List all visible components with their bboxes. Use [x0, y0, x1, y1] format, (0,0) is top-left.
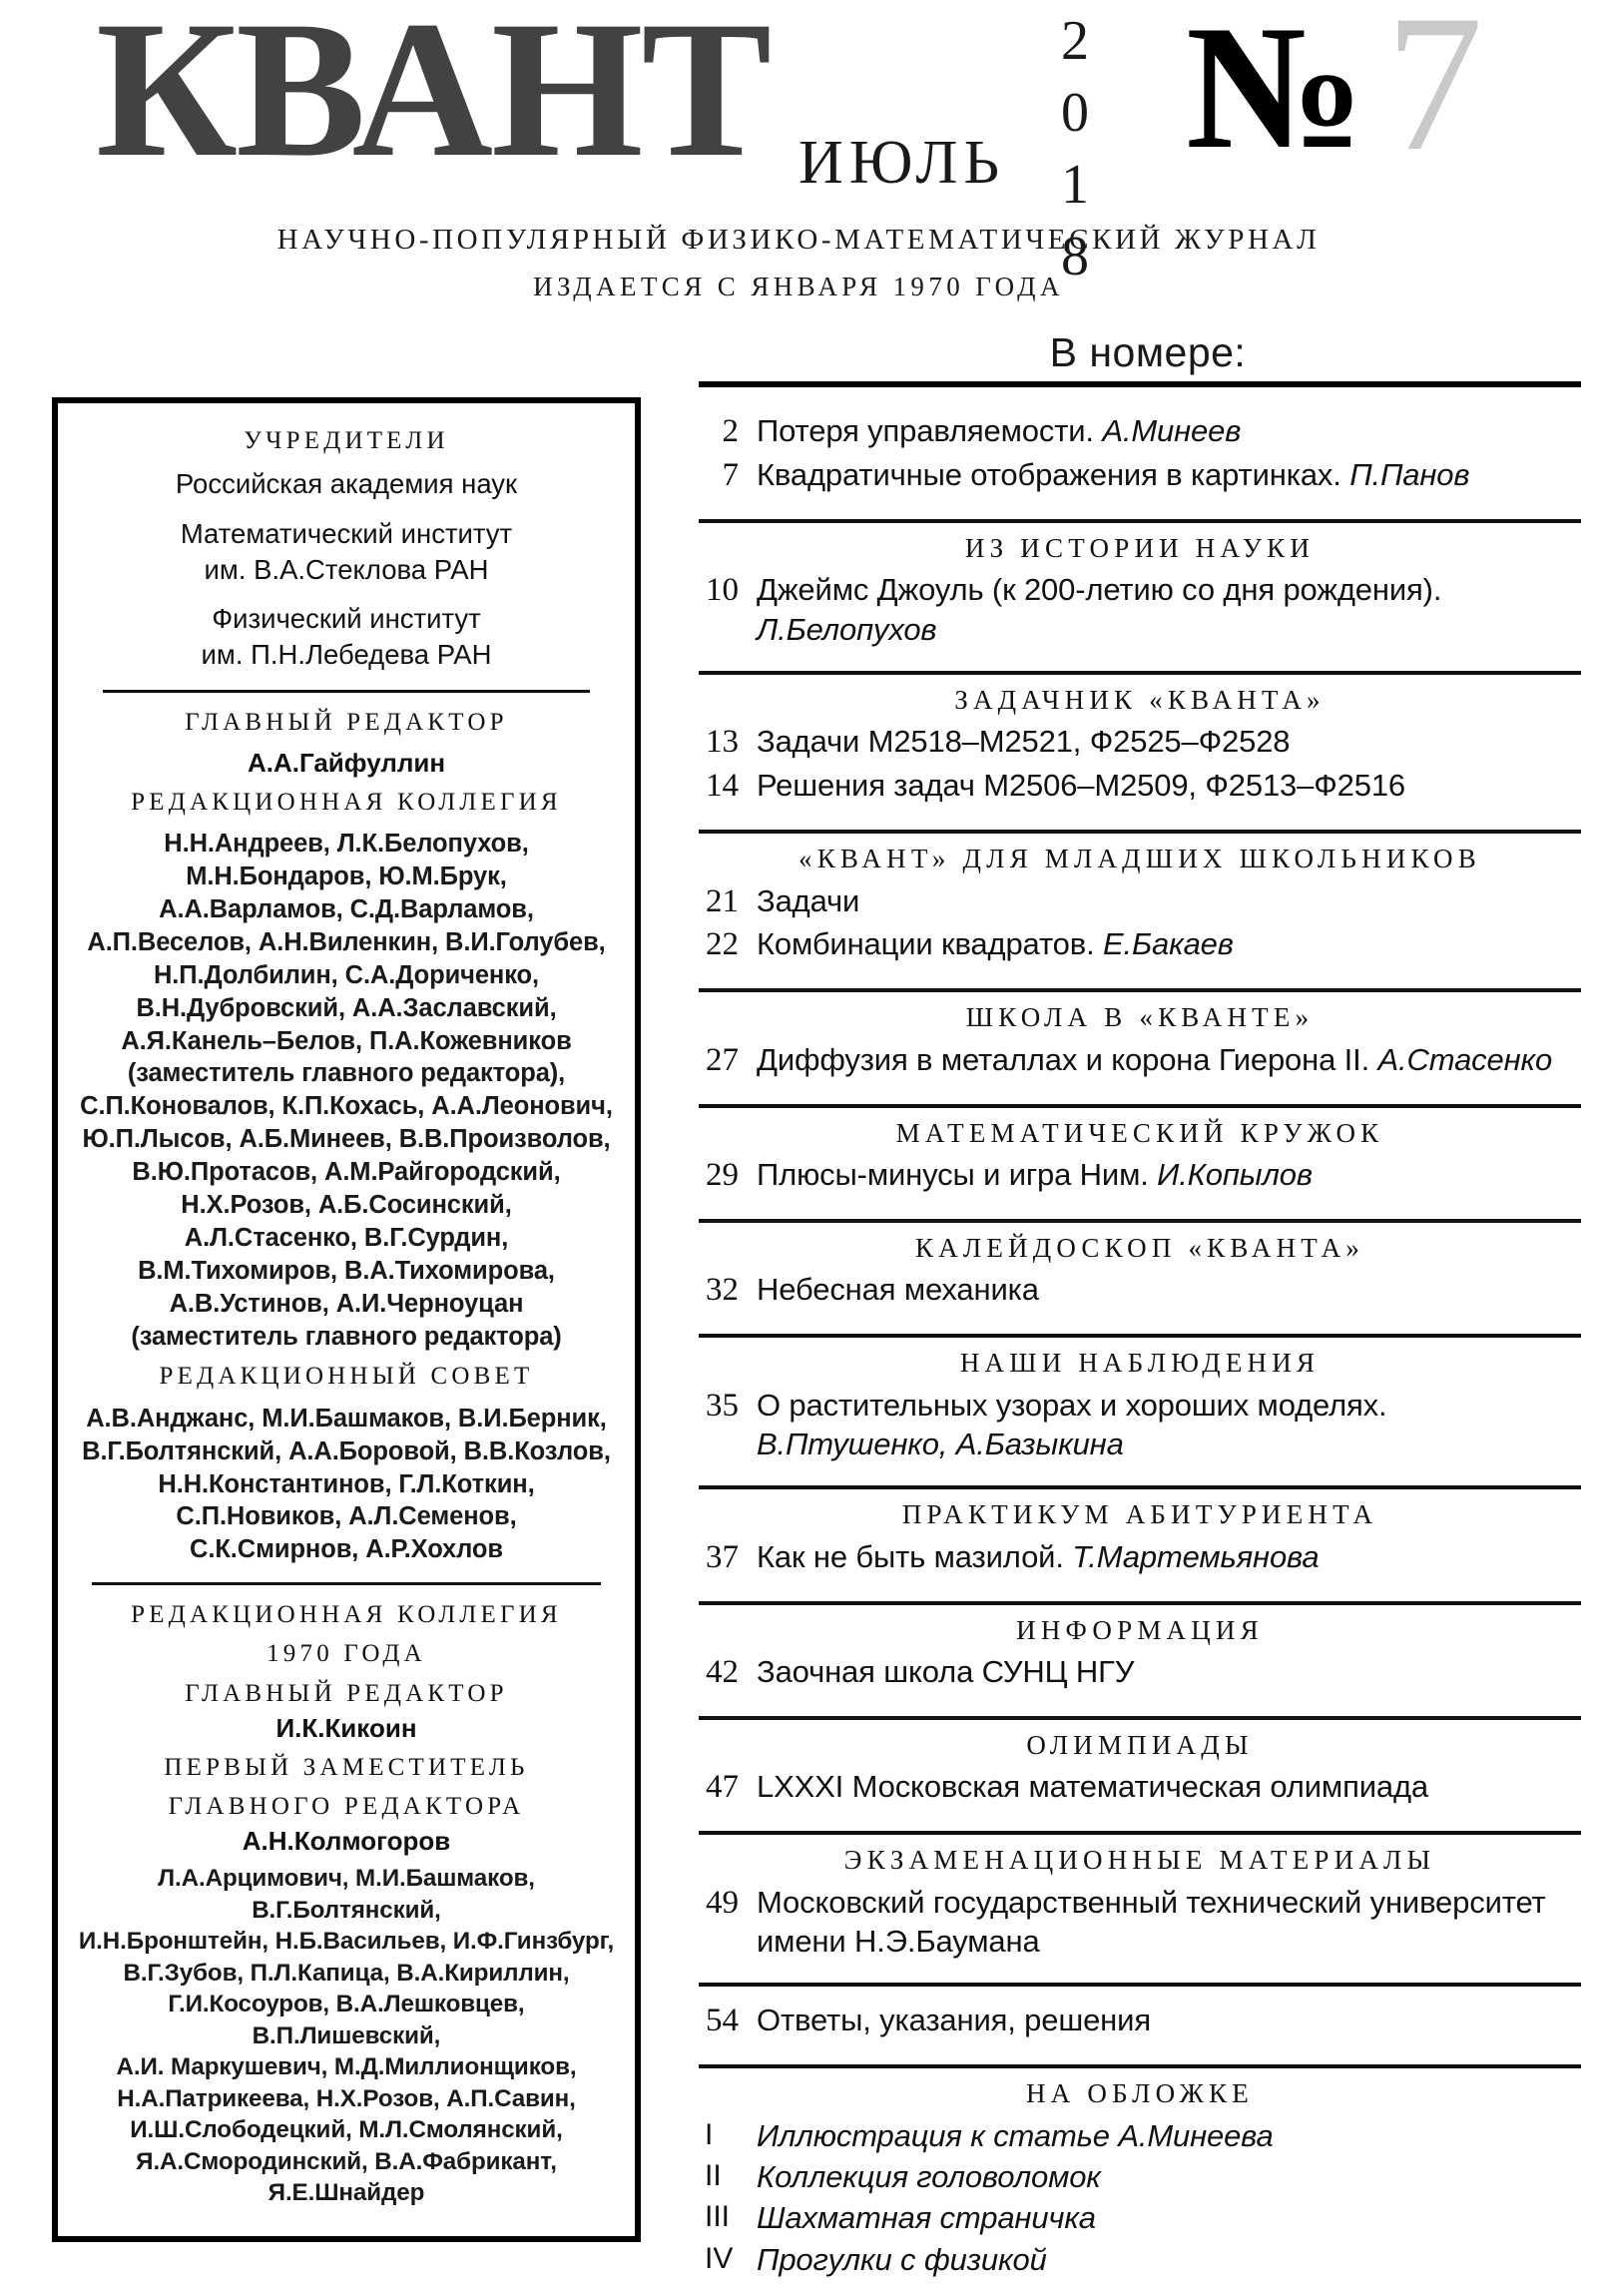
toc-gap — [699, 1695, 1581, 1708]
toc-gap — [699, 1464, 1581, 1477]
toc-entry-page: 14 — [706, 768, 739, 805]
board-1970-heading-line2: 1970 ГОДА — [266, 1640, 426, 1668]
toc-gap — [699, 498, 1581, 511]
toc-entry-author: Е.Бакаев — [1103, 926, 1234, 962]
cover-entry-page: II — [705, 2158, 722, 2192]
chief-1970-name: И.К.Кикоин — [275, 1712, 417, 1743]
toc-gap — [699, 1580, 1581, 1593]
editorial-board-heading: РЕДАКЦИОННАЯ КОЛЛЕГИЯ — [131, 788, 562, 816]
founder-item: Российская академия наук — [175, 468, 518, 500]
deputy-1970-heading-line2: ГЛАВНОГО РЕДАКТОРА — [168, 1793, 525, 1821]
toc-entry[interactable] — [699, 410, 1581, 454]
toc-entry-title: Плюсы-минусы и игра Ним. И.Копылов — [757, 1157, 1313, 1193]
cover-entry[interactable] — [699, 2239, 1581, 2280]
toc-entry-page: 29 — [706, 1157, 739, 1194]
magazine-subtitle: НАУЧНО-ПОПУЛЯРНЫЙ ФИЗИКО-МАТЕМАТИЧЕСКИЙ ЖУРНАЛ — [276, 224, 1321, 256]
toc-category-heading: ЭКЗАМЕНАЦИОННЫЕ МАТЕРИАЛЫ — [843, 1845, 1436, 1876]
cover-heading: НА ОБЛОЖКЕ — [1026, 2078, 1254, 2109]
toc-category-heading: ЗАДАЧНИК «КВАНТА» — [954, 684, 1326, 715]
toc-entry-author: Л.Белопухов — [757, 611, 937, 647]
toc-gap — [699, 1810, 1581, 1823]
founder-item: Математический институт им. В.А.Стеклова РАН — [180, 517, 513, 585]
founder-item: Физический институт им. П.Н.Лебедева РАН — [201, 603, 492, 671]
toc-entry-page: 21 — [706, 882, 739, 919]
magazine-since-line: ИЗДАЕТСЯ С ЯНВАРЯ 1970 ГОДА — [533, 272, 1064, 301]
imprint-divider-1970 — [92, 1582, 600, 1585]
toc-entry[interactable] — [699, 1536, 1581, 1580]
toc-entry-title: Небесная механика — [757, 1272, 1039, 1308]
toc-entry-page: 54 — [706, 2003, 739, 2039]
toc-gap — [699, 1198, 1581, 1211]
toc-entry[interactable] — [699, 1766, 1581, 1810]
toc-entry-author: В.Птушенко, А.Базыкина — [757, 1426, 1124, 1461]
toc-gap — [699, 1313, 1581, 1326]
toc-gap — [699, 809, 1581, 822]
toc-entry-title: Комбинации квадратов. Е.Бакаев — [757, 926, 1234, 962]
cover-entry-page: I — [705, 2117, 714, 2151]
toc-entry-title: Московский государственный технический университет имени Н.Э.Баумана — [757, 1884, 1546, 1959]
deputy-1970-heading-line1: ПЕРВЫЙ ЗАМЕСТИТЕЛЬ — [164, 1753, 529, 1781]
cover-entry[interactable] — [699, 2115, 1581, 2156]
imprint-inner — [76, 425, 617, 2208]
imprint-divider — [103, 690, 590, 693]
toc-entry-author: Т.Мартемьянова — [1072, 1538, 1320, 1574]
toc-entry[interactable] — [699, 1269, 1581, 1313]
toc-gap — [699, 650, 1581, 663]
toc-entry[interactable] — [699, 923, 1581, 967]
toc-entry[interactable] — [699, 721, 1581, 765]
toc-entry[interactable] — [699, 2000, 1581, 2043]
editor-in-chief-name: А.А.Гайфуллин — [247, 747, 446, 778]
toc-category-heading: ПРАКТИКУМ АБИТУРИЕНТА — [901, 1499, 1378, 1530]
toc-entry-page: 42 — [706, 1654, 739, 1691]
toc-entry-author: И.Копылов — [1157, 1157, 1313, 1193]
editorial-council-names: А.В.Анджанс, М.И.Башмаков, В.И.Берник, В.Г.Болтянский, А.А.Боровой, В.В.Козлов, Н.Н.Константинов, Г.Л.Коткин, С.П.Новиков, А.Л.Семенов, С.К.Смирнов, А.Р.Хохлов — [82, 1404, 611, 1564]
founders-heading: УЧРЕДИТЕЛИ — [244, 427, 449, 454]
toc-entry[interactable] — [699, 880, 1581, 924]
toc-entry[interactable] — [699, 1882, 1581, 1963]
toc-gap — [699, 1987, 1581, 2000]
table-of-contents — [699, 397, 1581, 2280]
cover-entry[interactable] — [699, 2197, 1581, 2238]
toc-entry[interactable] — [699, 1385, 1581, 1465]
toc-entry-page: 13 — [706, 724, 739, 761]
number-sign-glyph: № — [1186, 0, 1364, 186]
toc-entry-author: А.Стасенко — [1377, 1041, 1553, 1077]
toc-category-heading: ШКОЛА В «КВАНТЕ» — [965, 1002, 1315, 1033]
editorial-council-heading: РЕДАКЦИОННЫЙ СОВЕТ — [159, 1363, 534, 1391]
cover-entry-title: Иллюстрация к статье А.Минеева — [757, 2117, 1274, 2153]
cover-entry-page: IV — [705, 2241, 734, 2275]
toc-category-heading: НАШИ НАБЛЮДЕНИЯ — [959, 1348, 1321, 1379]
contents-top-divider — [699, 381, 1581, 387]
toc-gap — [699, 967, 1581, 980]
toc-entry[interactable] — [699, 1154, 1581, 1198]
toc-entry-page: 49 — [706, 1884, 739, 1921]
toc-gap — [699, 2043, 1581, 2056]
toc-category-heading: МАТЕМАТИЧЕСКИЙ КРУЖОК — [895, 1117, 1384, 1148]
toc-gap — [699, 1962, 1581, 1975]
toc-entry-title: Джеймс Джоуль (к 200-летию со дня рождения). Л.Белопухов — [757, 572, 1442, 647]
toc-entry-title: Как не быть мазилой. Т.Мартемьянова — [757, 1538, 1320, 1574]
issue-year: 2018 — [1044, 10, 1106, 297]
toc-entry-author: А.Минеев — [1102, 413, 1242, 448]
toc-category-heading: «КВАНТ» ДЛЯ МЛАДШИХ ШКОЛЬНИКОВ — [798, 844, 1481, 874]
chief-1970-heading: ГЛАВНЫЙ РЕДАКТОР — [185, 1679, 508, 1707]
imprint-box — [52, 397, 641, 2242]
contents-heading: В номере: — [1049, 329, 1247, 375]
editorial-board-names: Н.Н.Андреев, Л.К.Белопухов, М.Н.Бондаров, Ю.М.Брук, А.А.Варламов, С.Д.Варламов, А.П.Веселов, А.Н.Виленкин, В.И.Голубев, Н.П.Долбилин, С.А.Дориченко, В.Н.Дубровский, А.А.Заславский, А.Я.Канель–Белов, П.А.Кожевников (заместитель главного редактора), С.П.Коновалов, К.П.Кохась, А.А.Леонович, Ю.П.Лысов, А.Б.Минеев, В.В.Произволов, В.Ю.Протасов, А.М.Райгородский, Н.Х.Розов, А.Б.Сосинский, А.Л.Стасенко, В.Г.Сурдин, В.М.Тихомиров, В.А.Тихомирова, А.В.Устинов, А.И.Черноуцан (заместитель главного редактора) — [80, 830, 613, 1351]
board-1970-members: Л.А.Арцимович, М.И.Башмаков, В.Г.Болтянский, И.Н.Бронштейн, Н.Б.Васильев, И.Ф.Гинзбург, В.Г.Зубов, П.Л.Капица, В.А.Кириллин, Г.И.Косоуров, В.А.Лешковцев, В.П.Лишевский, А.И. Маркушевич, М.Д.Миллионщиков, Н.А.Патрикеева, Н.Х.Розов, А.П.Савин, И.Ш.Слободецкий, М.Л.Смолянский, Я.А.Смородинский, В.А.Фабрикант, Я.Е.Шнайдер — [78, 1865, 615, 2206]
toc-top-gap — [699, 397, 1581, 410]
toc-entry[interactable] — [699, 1651, 1581, 1695]
toc-entry[interactable] — [699, 454, 1581, 498]
toc-entry-page: 7 — [722, 456, 739, 493]
cover-entry-title: Прогулки с физикой — [757, 2241, 1047, 2277]
toc-body — [699, 410, 1581, 2280]
toc-entry-page: 37 — [706, 1538, 739, 1575]
toc-entry-title: Задачи — [757, 882, 860, 918]
toc-entry-title: LXXXI Московская математическая олимпиада — [757, 1769, 1428, 1805]
toc-category-heading: ИЗ ИСТОРИИ НАУКИ — [964, 532, 1316, 563]
masthead — [0, 0, 1597, 329]
toc-entry-author: П.Панов — [1349, 456, 1470, 492]
toc-entry-page: 2 — [722, 413, 739, 449]
toc-entry-page: 22 — [706, 926, 739, 963]
cover-entry[interactable] — [699, 2156, 1581, 2197]
toc-gap — [699, 1083, 1581, 1096]
cover-entry-page: III — [705, 2200, 731, 2234]
toc-entry-page: 10 — [706, 572, 739, 609]
board-1970-heading-line1: РЕДАКЦИОННАЯ КОЛЛЕГИЯ — [131, 1601, 562, 1629]
editor-in-chief-heading: ГЛАВНЫЙ РЕДАКТОР — [185, 708, 508, 736]
deputy-1970-name: А.Н.Колмогоров — [242, 1826, 451, 1857]
toc-entry-title: Диффузия в металлах и корона Гиерона II. А.Стасенко — [757, 1041, 1553, 1077]
toc-entry-page: 32 — [706, 1272, 739, 1309]
toc-entry-title: Квадратичные отображения в картинках. П.Панов — [757, 456, 1470, 492]
toc-entry[interactable] — [699, 569, 1581, 650]
toc-entry-page: 27 — [706, 1041, 739, 1078]
toc-category-heading: ИНФОРМАЦИЯ — [1016, 1614, 1264, 1645]
toc-entry-title: Потеря управляемости. А.Минеев — [757, 413, 1242, 448]
cover-entry-title: Шахматная страничка — [757, 2200, 1096, 2236]
toc-category-heading: КАЛЕЙДОСКОП «КВАНТА» — [914, 1232, 1365, 1263]
toc-entry-title: О растительных узорах и хороших моделях. В.Птушенко, А.Базыкина — [757, 1387, 1387, 1461]
cover-entry-title: Коллекция головоломок — [757, 2158, 1101, 2194]
toc-entry-title: Задачи М2518–М2521, Ф2525–Ф2528 — [757, 724, 1291, 760]
toc-entry-page: 47 — [706, 1769, 739, 1806]
toc-entry-title: Ответы, указания, решения — [757, 2003, 1151, 2038]
issue-number: 7 — [1385, 0, 1483, 192]
toc-entry-title: Решения задач М2506–М2509, Ф2513–Ф2516 — [757, 768, 1406, 804]
toc-entry[interactable] — [699, 1039, 1581, 1083]
magazine-logo-title: КВАНТ — [96, 0, 771, 198]
issue-month: ИЮЛЬ — [798, 129, 1006, 197]
toc-entry-page: 35 — [706, 1387, 739, 1424]
toc-category-heading: ОЛИМПИАДЫ — [1026, 1729, 1254, 1760]
toc-entry[interactable] — [699, 765, 1581, 809]
toc-entry-title: Заочная школа СУНЦ НГУ — [757, 1654, 1135, 1690]
